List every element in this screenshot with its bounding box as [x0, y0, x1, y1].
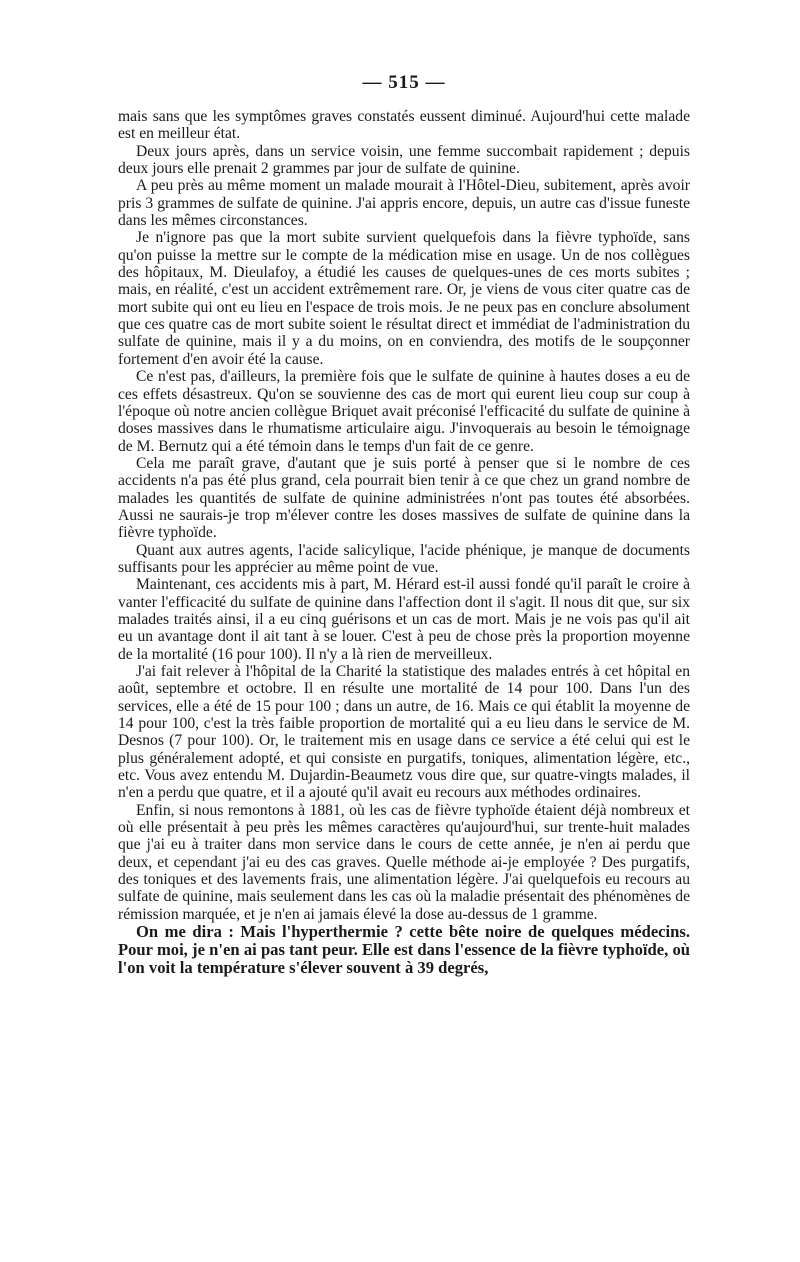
paragraph-11: On me dira : Mais l'hyperthermie ? cette bête noire de quelques médecins. Pour moi, je n'en ai pas tant peur. Elle est dans l'essence de la fièvre typhoïde, où l'on voit la température s'élever souvent à 39 degrés,: [118, 922, 690, 978]
paragraph-9: J'ai fait relever à l'hôpital de la Charité la statistique des malades entrés à cet hôpital en août, septembre et octobre. Il en résulte une mortalité de 14 pour 100. Dans l'un des services, elle a été de 15 pour 100 ; dans un autre, de 16. Mais ce qui établit la moyenne de 14 pour 100, c'est la très faible proportion de mortalité qui a eu lieu dans le service de M. Desnos (7 pour 100). Or, le traitement mis en usage dans ce service a été celui qui est le plus généralement adopté, et qui consiste en purgatifs, toniques, alimentation légère, etc., etc. Vous avez entendu M. Dujardin-Beaumetz vous dire que, sur quatre-vingts malades, il n'en a perdu que quatre, et il a ajouté qu'il avait eu recours aux méthodes ordinaires.: [118, 663, 690, 802]
body-text: [118, 108, 690, 977]
page-number: — 515 —: [362, 72, 446, 93]
paragraph-4: Je n'ignore pas que la mort subite survient quelquefois dans la fièvre typhoïde, sans qu'on puisse la mettre sur le compte de la médication mise en usage. Un de nos collègues des hôpitaux, M. Dieulafoy, a étudié les causes de quelques-unes de ces morts subites ; mais, en réalité, c'est un accident extrêmement rare. Or, je viens de vous citer quatre cas de mort subite qui ont eu lieu en l'espace de trois mois. Je ne peux pas en conclure absolument que ces quatre cas de mort subite soient le résultat direct et immédiat de l'administration du sulfate de quinine, mais il y a du moins, on en conviendra, des motifs de le soupçonner fortement d'en avoir été la cause.: [118, 229, 690, 368]
paragraph-5: Ce n'est pas, d'ailleurs, la première fois que le sulfate de quinine à hautes doses a eu de ces effets désastreux. Qu'on se souvienne des cas de mort qui eurent lieu coup sur coup à l'époque où notre ancien collègue Briquet avait préconisé l'efficacité du sulfate de quinine à doses massives dans le rhumatisme articulaire aigu. J'invoquerais au besoin le témoignage de M. Bernutz qui a été témoin dans le temps d'un fait de ce genre.: [118, 368, 690, 455]
paragraph-3: A peu près au même moment un malade mourait à l'Hôtel-Dieu, subitement, après avoir pris 3 grammes de sulfate de quinine. J'ai appris encore, depuis, un autre cas d'issue funeste dans les mêmes circonstances.: [118, 177, 690, 230]
paragraph-6: Cela me paraît grave, d'autant que je suis porté à penser que si le nombre de ces accidents n'a pas été plus grand, cela pourrait bien tenir à ce que chez un grand nombre de malades les quantités de sulfate de quinine administrées n'ont pas toutes été absorbées. Aussi ne saurais-je trop m'élever contre les doses massives de sulfate de quinine dans la fièvre typhoïde.: [118, 454, 690, 542]
paragraph-1: mais sans que les symptômes graves constatés eussent diminué. Aujourd'hui cette malade est en meilleur état.: [118, 108, 690, 143]
paragraph-8: Maintenant, ces accidents mis à part, M. Hérard est-il aussi fondé qu'il paraît le croire à vanter l'efficacité du sulfate de quinine dans l'affection dont il s'agit. Il nous dit que, sur six malades traités ainsi, il a eu cinq guérisons et un cas de mort. Mais je ne vois pas qu'il ait eu un avantage dont il ait tant à se louer. C'est à peu de chose près la proportion moyenne de la mortalité (16 pour 100). Il n'y a là rien de merveilleux.: [118, 576, 690, 663]
paragraph-10: Enfin, si nous remontons à 1881, où les cas de fièvre typhoïde étaient déjà nombreux et où elle présentait à peu près les mêmes caractères qu'aujourd'hui, sur trente-huit malades que j'ai eu à traiter dans mon service dans le cours de cette année, je n'en ai perdu que deux, et cependant j'ai eu des cas graves. Quelle méthode ai-je employée ? Des purgatifs, des toniques et des lavements frais, une alimentation légère. J'ai quelquefois eu recours au sulfate de quinine, mais seulement dans les cas où la maladie présentait des phénomènes de rémission marquée, et je n'en ai jamais élevé la dose au-dessus de 1 gramme.: [118, 801, 690, 923]
paragraph-7: Quant aux autres agents, l'acide salicylique, l'acide phénique, je manque de documents suffisants pour les apprécier au même point de vue.: [118, 541, 690, 576]
paragraph-2: Deux jours après, dans un service voisin, une femme succombait rapidement ; depuis deux jours elle prenait 2 grammes par jour de sulfate de quinine.: [118, 142, 690, 178]
